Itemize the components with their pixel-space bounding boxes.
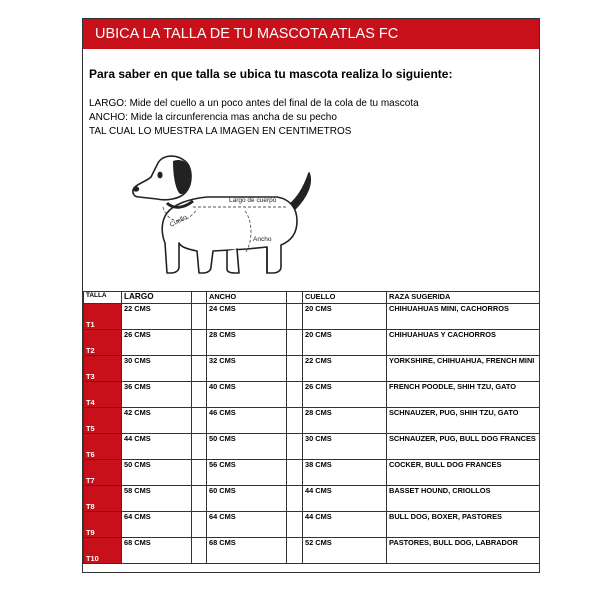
raza-cell: CHIHUAHUAS Y CACHORROS (387, 330, 540, 356)
ancho-cell: 46 CMS (207, 408, 287, 434)
spacer-cell (287, 538, 303, 564)
header-talla: TALLA (84, 292, 122, 304)
largo-cell: 44 CMS (122, 434, 192, 460)
ancho-cell: 40 CMS (207, 382, 287, 408)
spacer-cell (192, 382, 207, 408)
spacer-cell (192, 512, 207, 538)
raza-cell: PASTORES, BULL DOG, LABRADOR (387, 538, 540, 564)
spacer-cell (287, 356, 303, 382)
talla-cell: T1 (84, 304, 122, 330)
raza-cell: FRENCH POODLE, SHIH TZU, GATO (387, 382, 540, 408)
largo-cell: 26 CMS (122, 330, 192, 356)
table-row (84, 356, 540, 382)
table-row (84, 330, 540, 356)
spacer-cell (287, 408, 303, 434)
ancho-cell: 56 CMS (207, 460, 287, 486)
dog-tail (289, 173, 310, 209)
spacer-cell (287, 382, 303, 408)
instruction-largo: LARGO: Mide del cuello a un poco antes del final de la cola de tu mascota (89, 98, 419, 109)
ancho-label: Ancho (253, 236, 272, 243)
largo-cell: 58 CMS (122, 486, 192, 512)
talla-cell: T9 (84, 512, 122, 538)
ancho-cell: 24 CMS (207, 304, 287, 330)
talla-cell: T3 (84, 356, 122, 382)
raza-cell: CHIHUAHUAS MINI, CACHORROS (387, 304, 540, 330)
size-guide-sheet (82, 18, 540, 573)
spacer-cell (192, 434, 207, 460)
spacer-cell (192, 486, 207, 512)
largo-cell: 30 CMS (122, 356, 192, 382)
spacer-cell (287, 486, 303, 512)
ancho-cell: 64 CMS (207, 512, 287, 538)
cuello-cell: 44 CMS (303, 512, 387, 538)
spacer-cell (192, 538, 207, 564)
page-title: UBICA LA TALLA DE TU MASCOTA ATLAS FC (83, 19, 539, 49)
largo-cell: 68 CMS (122, 538, 192, 564)
cuello-cell: 30 CMS (303, 434, 387, 460)
largo-label: Largo de cuerpo (229, 197, 277, 204)
table-row (84, 486, 540, 512)
header-ancho: ANCHO (207, 292, 287, 304)
size-table (83, 291, 540, 564)
instructions-subtitle: Para saber en que talla se ubica tu mascota realiza lo siguiente: (89, 67, 453, 81)
raza-cell: SCHNAUZER, PUG, SHIH TZU, GATO (387, 408, 540, 434)
table-row (84, 304, 540, 330)
talla-cell: T4 (84, 382, 122, 408)
dog-nose (133, 186, 139, 191)
cuello-cell: 44 CMS (303, 486, 387, 512)
header-raza: RAZA SUGERIDA (387, 292, 540, 304)
cuello-label: Cuello (168, 213, 189, 229)
raza-cell: SCHNAUZER, PUG, BULL DOG FRANCES (387, 434, 540, 460)
largo-cell: 64 CMS (122, 512, 192, 538)
ancho-cell: 60 CMS (207, 486, 287, 512)
ancho-cell: 32 CMS (207, 356, 287, 382)
spacer-cell (287, 304, 303, 330)
raza-cell: BULL DOG, BOXER, PASTORES (387, 512, 540, 538)
cuello-cell: 38 CMS (303, 460, 387, 486)
dog-measurement-diagram (127, 147, 327, 282)
cuello-cell: 22 CMS (303, 356, 387, 382)
spacer-cell (287, 460, 303, 486)
spacer-cell (192, 304, 207, 330)
ancho-cell: 50 CMS (207, 434, 287, 460)
spacer-cell (287, 512, 303, 538)
raza-cell: COCKER, BULL DOG FRANCES (387, 460, 540, 486)
largo-cell: 22 CMS (122, 304, 192, 330)
cuello-cell: 20 CMS (303, 330, 387, 356)
table-row (84, 538, 540, 564)
ancho-cell: 28 CMS (207, 330, 287, 356)
talla-cell: T2 (84, 330, 122, 356)
cuello-cell: 28 CMS (303, 408, 387, 434)
raza-cell: YORKSHIRE, CHIHUAHUA, FRENCH MINI (387, 356, 540, 382)
largo-cell: 50 CMS (122, 460, 192, 486)
table-row (84, 512, 540, 538)
talla-cell: T6 (84, 434, 122, 460)
spacer-cell (287, 434, 303, 460)
spacer-cell (287, 330, 303, 356)
table-row (84, 408, 540, 434)
talla-cell: T7 (84, 460, 122, 486)
instruction-ancho: ANCHO: Mide la circunferencia mas ancha de su pecho (89, 112, 337, 123)
talla-cell: T8 (84, 486, 122, 512)
talla-cell: T5 (84, 408, 122, 434)
cuello-cell: 20 CMS (303, 304, 387, 330)
table-row (84, 434, 540, 460)
header-largo: LARGO (122, 292, 192, 304)
header-cuello: CUELLO (303, 292, 387, 304)
table-row (84, 460, 540, 486)
raza-cell: BASSET HOUND, CRIOLLOS (387, 486, 540, 512)
table-row (84, 382, 540, 408)
spacer-cell (192, 356, 207, 382)
spacer-cell (192, 460, 207, 486)
ancho-cell: 68 CMS (207, 538, 287, 564)
spacer-cell (192, 330, 207, 356)
largo-cell: 36 CMS (122, 382, 192, 408)
spacer-cell (192, 292, 207, 304)
talla-cell: T10 (84, 538, 122, 564)
dog-eye (157, 172, 162, 179)
table-header-row (84, 292, 540, 304)
cuello-cell: 26 CMS (303, 382, 387, 408)
largo-cell: 42 CMS (122, 408, 192, 434)
cuello-cell: 52 CMS (303, 538, 387, 564)
spacer-cell (192, 408, 207, 434)
spacer-cell (287, 292, 303, 304)
instruction-note: TAL CUAL LO MUESTRA LA IMAGEN EN CENTIMETROS (89, 126, 352, 137)
